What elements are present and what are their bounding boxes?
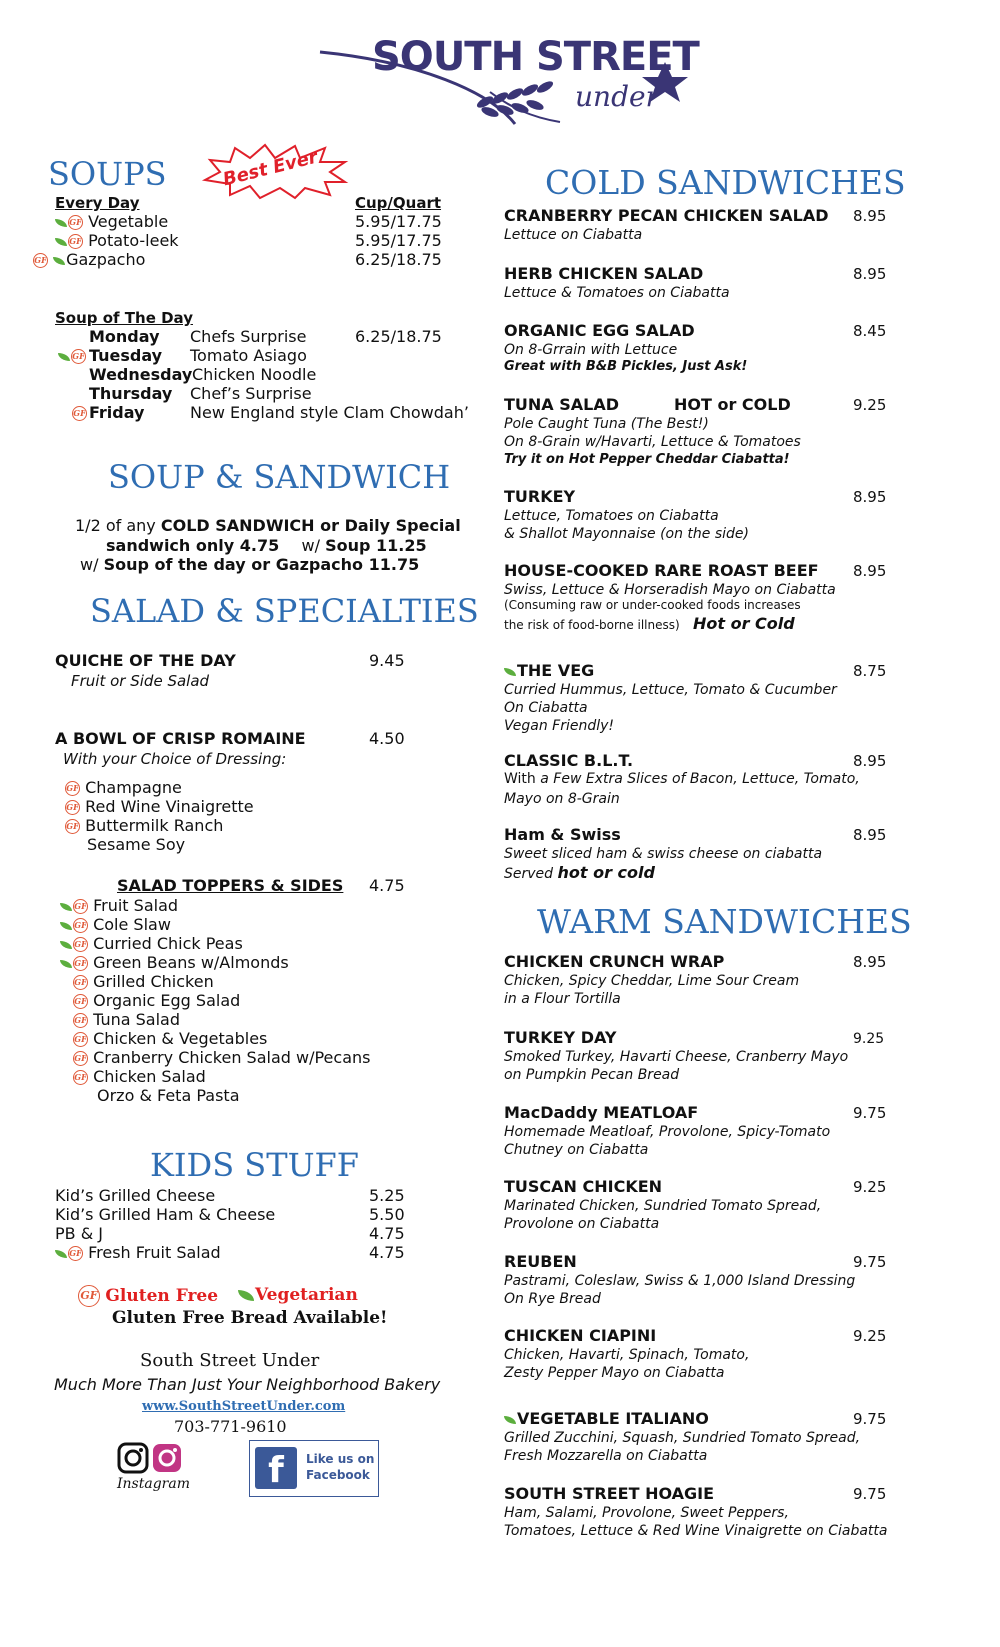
gluten-free-icon: GF (71, 349, 86, 364)
side-name: Chicken Salad (93, 1067, 206, 1086)
day-soup: Chefs Surprise (190, 327, 307, 346)
gluten-free-icon: GF (33, 253, 48, 268)
warm-item-name (504, 1409, 709, 1429)
warm-item-price: 9.25 (853, 1178, 887, 1196)
warm-item-desc: on Pumpkin Pecan Bread (504, 1067, 680, 1083)
cold-item-price: 8.95 (853, 826, 887, 844)
kids-item (55, 1243, 221, 1263)
gluten-free-icon: GF (68, 1246, 83, 1261)
side-item (73, 1067, 206, 1087)
cold-item-desc: Swiss, Lettuce & Horseradish Mayo on Ciabatta (504, 582, 836, 598)
side-name: Tuna Salad (93, 1010, 180, 1029)
warm-item-title: VEGETABLE ITALIANO (517, 1409, 709, 1428)
logo-line1: SOUTH STREET (372, 34, 699, 80)
gluten-free-icon: GF (78, 1285, 100, 1307)
warm-item-price: 9.75 (853, 1485, 887, 1503)
side-item (73, 991, 240, 1011)
legend-gf (78, 1285, 218, 1307)
kids-name: Fresh Fruit Salad (88, 1243, 221, 1262)
side-name: Chicken & Vegetables (93, 1029, 268, 1048)
warm-item-desc: Chicken, Havarti, Spinach, Tomato, (504, 1347, 750, 1363)
soup-sandwich-line1 (75, 516, 461, 536)
facebook-label-2: Facebook (306, 1468, 370, 1482)
text: w/ (301, 536, 326, 555)
instagram-link[interactable] (117, 1442, 190, 1498)
text: Served (504, 866, 558, 882)
soups-title: SOUPS (48, 155, 167, 193)
dressing-item (87, 835, 185, 855)
side-item (73, 1048, 370, 1068)
warm-item-desc: Marinated Chicken, Sundried Tomato Spread, (504, 1198, 822, 1214)
romaine-name: A BOWL OF CRISP ROMAINE (55, 729, 306, 748)
text: sandwich only 4.75 (106, 536, 280, 555)
logo-line2: under (575, 80, 659, 113)
side-name: Organic Egg Salad (93, 991, 241, 1010)
soup-price: 6.25/18.75 (355, 250, 442, 269)
side-name: Fruit Salad (93, 896, 179, 915)
side-name: Grilled Chicken (93, 972, 214, 991)
facebook-link[interactable] (249, 1440, 379, 1497)
gluten-free-icon: GF (73, 937, 88, 952)
kids-price: 5.25 (369, 1186, 405, 1205)
warm-item-desc: Tomatoes, Lettuce & Red Wine Vinaigrette on Ciabatta (504, 1523, 888, 1539)
dressing-item (65, 778, 182, 798)
warm-item-name: MacDaddy MEATLOAF (504, 1103, 699, 1122)
cold-item-name (504, 661, 594, 681)
text: a Few Extra Slices of Bacon, Lettuce, Tomato, (540, 771, 860, 787)
toppers-label: SALAD TOPPERS & SIDES (117, 876, 344, 895)
vegetarian-icon (55, 219, 67, 227)
romaine-desc: With your Choice of Dressing: (63, 750, 287, 768)
logo (300, 22, 720, 127)
kids-price: 4.75 (369, 1243, 405, 1262)
side-name: Curried Chick Peas (93, 934, 243, 953)
footer-phone: 703-771-9610 (174, 1417, 287, 1436)
soup-price: 5.95/17.75 (355, 231, 442, 250)
side-item (97, 1086, 240, 1106)
cold-item-desc: Pole Caught Tuna (The Best!) (504, 416, 709, 432)
day-soup: Chicken Noodle (192, 365, 317, 384)
soup-sandwich-line2 (106, 536, 427, 556)
best-ever-badge (200, 140, 350, 200)
warm-item-desc: Smoked Turkey, Havarti Cheese, Cranberry Mayo (504, 1049, 849, 1065)
every-day-label: Every Day (55, 194, 140, 212)
cold-item-warning: (Consuming raw or under-cooked foods increases (504, 598, 801, 612)
side-item (60, 934, 243, 954)
day-label: Thursday (89, 384, 173, 403)
cold-item-price: 8.95 (853, 562, 887, 580)
soup-price: 5.95/17.75 (355, 212, 442, 231)
text: w/ (80, 555, 104, 574)
cold-item-price: 8.95 (853, 207, 887, 225)
day-label: Tuesday (89, 346, 163, 365)
day-label: Monday (89, 327, 160, 346)
footer-url[interactable]: www.SouthStreetUnder.com (142, 1399, 346, 1414)
gluten-free-icon: GF (72, 406, 87, 421)
cold-item-title: THE VEG (517, 661, 595, 680)
cold-item-price: 8.75 (853, 662, 887, 680)
footer-tagline: Much More Than Just Your Neighborhood Bakery (54, 1375, 441, 1394)
cold-item-price: 8.95 (853, 752, 887, 770)
cold-item-desc: On 8-Grrain with Lettuce (504, 342, 678, 358)
warm-item-price: 9.25 (853, 1031, 885, 1047)
dressing-name: Sesame Soy (87, 835, 186, 854)
gluten-free-icon: GF (73, 994, 88, 1009)
warm-item-desc: Fresh Mozzarella on Ciabatta (504, 1448, 708, 1464)
side-item (73, 1029, 267, 1049)
gluten-free-icon: GF (73, 956, 88, 971)
gluten-free-icon: GF (65, 819, 80, 834)
soup-item (55, 212, 168, 232)
gluten-free-icon: GF (68, 215, 83, 230)
cold-item-desc: Mayo on 8-Grain (504, 791, 620, 807)
warm-item-name: SOUTH STREET HOAGIE (504, 1484, 715, 1503)
toppers-price: 4.75 (369, 876, 405, 895)
cold-item-desc (504, 771, 860, 787)
vegetarian-icon (58, 353, 70, 361)
cold-item-name: Ham & Swiss (504, 825, 621, 844)
day-icons (72, 403, 87, 423)
vegetarian-icon (60, 960, 72, 968)
gluten-free-icon: GF (68, 234, 83, 249)
cold-item-warning: the risk of food-borne illness) (504, 618, 680, 632)
legend-gf-label: Gluten Free (105, 1286, 219, 1306)
kids-title: KIDS STUFF (150, 1146, 359, 1184)
facebook-label-1: Like us on (306, 1452, 375, 1466)
warm-item-name: CHICKEN CIAPINI (504, 1326, 657, 1345)
instagram-label: Instagram (117, 1476, 190, 1492)
gluten-free-icon: GF (73, 1051, 88, 1066)
warm-item-desc: Homemade Meatloaf, Provolone, Spicy-Tomato (504, 1124, 831, 1140)
warm-item-desc: Provolone on Ciabatta (504, 1216, 660, 1232)
cold-item-price: 9.25 (853, 396, 887, 414)
salad-title: SALAD & SPECIALTIES (90, 592, 479, 630)
quiche-name: QUICHE OF THE DAY (55, 651, 236, 670)
soup-name: Potato-leek (88, 231, 179, 250)
quiche-price: 9.45 (369, 651, 405, 670)
soup-sandwich-line3 (80, 555, 419, 575)
text: With (504, 771, 541, 787)
side-name: Cranberry Chicken Salad w/Pecans (93, 1048, 371, 1067)
warm-item-desc: Chutney on Ciabatta (504, 1142, 649, 1158)
side-item (60, 915, 171, 935)
soup-item (55, 231, 179, 251)
kids-item: Kid’s Grilled Cheese (55, 1186, 216, 1205)
warm-item-desc: Grilled Zucchini, Squash, Sundried Tomato Spread, (504, 1430, 861, 1446)
cold-item-desc (504, 863, 655, 882)
warm-item-desc: On Rye Bread (504, 1291, 601, 1307)
cold-item-price: 8.95 (853, 265, 887, 283)
warm-item-desc: Pastrami, Coleslaw, Swiss & 1,000 Island Dressing (504, 1273, 856, 1289)
side-item (60, 953, 289, 973)
cold-item-name: TURKEY (504, 487, 576, 506)
cold-item-note: Try it on Hot Pepper Cheddar Ciabatta! (504, 452, 790, 467)
cold-item-desc: Lettuce on Ciabatta (504, 227, 643, 243)
vegetarian-icon (60, 922, 72, 930)
instagram-icon (117, 1442, 183, 1476)
gluten-free-icon: GF (73, 899, 88, 914)
dressing-item (65, 797, 254, 817)
cold-item-name: CLASSIC B.L.T. (504, 751, 634, 770)
quiche-desc: Fruit or Side Salad (71, 672, 210, 690)
day-soup: Tomato Asiago (190, 346, 307, 365)
warm-item-price: 8.95 (853, 953, 887, 971)
warm-item-price: 9.75 (853, 1253, 887, 1271)
badge-text: Best Ever (220, 146, 320, 191)
vegetarian-icon (53, 257, 65, 265)
side-name: Green Beans w/Almonds (93, 953, 289, 972)
day-icons (58, 346, 86, 366)
text: 1/2 of any (75, 516, 161, 535)
text: COLD SANDWICH or Daily Special (160, 516, 461, 535)
kids-item: Kid’s Grilled Ham & Cheese (55, 1205, 276, 1224)
cold-item-desc: Curried Hummus, Lettuce, Tomato & Cucumber (504, 682, 837, 698)
gluten-free-icon: GF (65, 800, 80, 815)
text: hot or cold (557, 863, 655, 882)
day-soup: New England style Clam Chowdah’ (190, 403, 469, 422)
text: Soup 11.25 (325, 536, 427, 555)
cold-item-name: HERB CHICKEN SALAD (504, 264, 704, 283)
side-name: Orzo & Feta Pasta (97, 1086, 240, 1105)
warm-item-desc: in a Flour Tortilla (504, 991, 621, 1007)
gluten-free-bread: Gluten Free Bread Available! (112, 1308, 388, 1328)
side-item (73, 1010, 180, 1030)
warm-item-name: CHICKEN CRUNCH WRAP (504, 952, 725, 971)
dressing-name: Champagne (85, 778, 182, 797)
kids-item: PB & J (55, 1224, 103, 1243)
gluten-free-icon: GF (73, 1013, 88, 1028)
warm-item-price: 9.75 (853, 1410, 887, 1428)
warm-item-desc: Zesty Pepper Mayo on Ciabatta (504, 1365, 725, 1381)
cold-item-desc: Lettuce, Tomatoes on Ciabatta (504, 508, 719, 524)
day-label: Friday (89, 403, 145, 422)
vegetarian-icon (55, 1250, 67, 1258)
soup-name: Gazpacho (66, 250, 146, 269)
vegetarian-icon (504, 1416, 516, 1424)
warm-item-name: REUBEN (504, 1252, 577, 1271)
cold-item-name: ORGANIC EGG SALAD (504, 321, 695, 340)
warm-title: WARM SANDWICHES (537, 902, 912, 941)
cold-item-desc: & Shallot Mayonnaise (on the side) (504, 526, 749, 542)
cold-item-option: Hot or Cold (693, 614, 795, 633)
dressing-name: Buttermilk Ranch (85, 816, 224, 835)
cold-item-price: 8.95 (853, 488, 887, 506)
day-label: Wednesday (89, 365, 193, 384)
cold-item-desc: Vegan Friendly! (504, 718, 615, 734)
cold-title: COLD SANDWICHES (545, 163, 906, 202)
warm-item-desc: Chicken, Spicy Cheddar, Lime Sour Cream (504, 973, 800, 989)
cold-item-desc: On 8-Grain w/Havarti, Lettuce & Tomatoes (504, 434, 801, 450)
cold-item-name: HOUSE-COOKED RARE ROAST BEEF (504, 561, 819, 580)
soup-name: Vegetable (88, 212, 169, 231)
side-item (73, 972, 214, 992)
cold-item-desc: Lettuce & Tomatoes on Ciabatta (504, 285, 730, 301)
kids-price: 4.75 (369, 1224, 405, 1243)
warm-item-desc: Ham, Salami, Provolone, Sweet Peppers, (504, 1505, 789, 1521)
cold-item-option: HOT or COLD (674, 395, 791, 414)
sotd-price: 6.25/18.75 (355, 327, 442, 346)
cold-item-desc: On Ciabatta (504, 700, 588, 716)
text: Soup of the day or Gazpacho 11.75 (103, 555, 420, 574)
cold-item-note: Great with B&B Pickles, Just Ask! (504, 359, 748, 374)
legend-veg (238, 1285, 358, 1305)
soup-item (33, 250, 145, 270)
warm-item-name: TURKEY DAY (504, 1028, 617, 1047)
cold-item-name: CRANBERRY PECAN CHICKEN SALAD (504, 206, 829, 225)
warm-item-price: 9.25 (853, 1327, 887, 1345)
cold-item-price: 8.45 (853, 322, 887, 340)
romaine-price: 4.50 (369, 729, 405, 748)
vegetarian-icon (238, 1290, 254, 1301)
side-item (60, 896, 178, 916)
vegetarian-icon (55, 238, 67, 246)
day-soup: Chef’s Surprise (190, 384, 312, 403)
footer-name: South Street Under (140, 1350, 320, 1371)
kids-price: 5.50 (369, 1205, 405, 1224)
vegetarian-icon (60, 903, 72, 911)
gluten-free-icon: GF (73, 918, 88, 933)
gluten-free-icon: GF (65, 781, 80, 796)
legend-veg-label: Vegetarian (255, 1285, 358, 1305)
side-name: Cole Slaw (93, 915, 171, 934)
gluten-free-icon: GF (73, 1032, 88, 1047)
cold-item-desc: Sweet sliced ham & swiss cheese on ciabatta (504, 846, 823, 862)
vegetarian-icon (504, 668, 516, 676)
soup-of-the-day-label: Soup of The Day (55, 309, 193, 327)
gluten-free-icon: GF (73, 1070, 88, 1085)
cold-item-name: TUNA SALAD (504, 395, 620, 414)
facebook-icon: f (255, 1447, 297, 1489)
dressing-item (65, 816, 223, 836)
gluten-free-icon: GF (73, 975, 88, 990)
soup-sandwich-title: SOUP & SANDWICH (108, 458, 451, 496)
warm-item-price: 9.75 (853, 1104, 887, 1122)
dressing-name: Red Wine Vinaigrette (85, 797, 254, 816)
vegetarian-icon (60, 941, 72, 949)
warm-item-name: TUSCAN CHICKEN (504, 1177, 663, 1196)
cup-quart-label: Cup/Quart (355, 194, 442, 212)
